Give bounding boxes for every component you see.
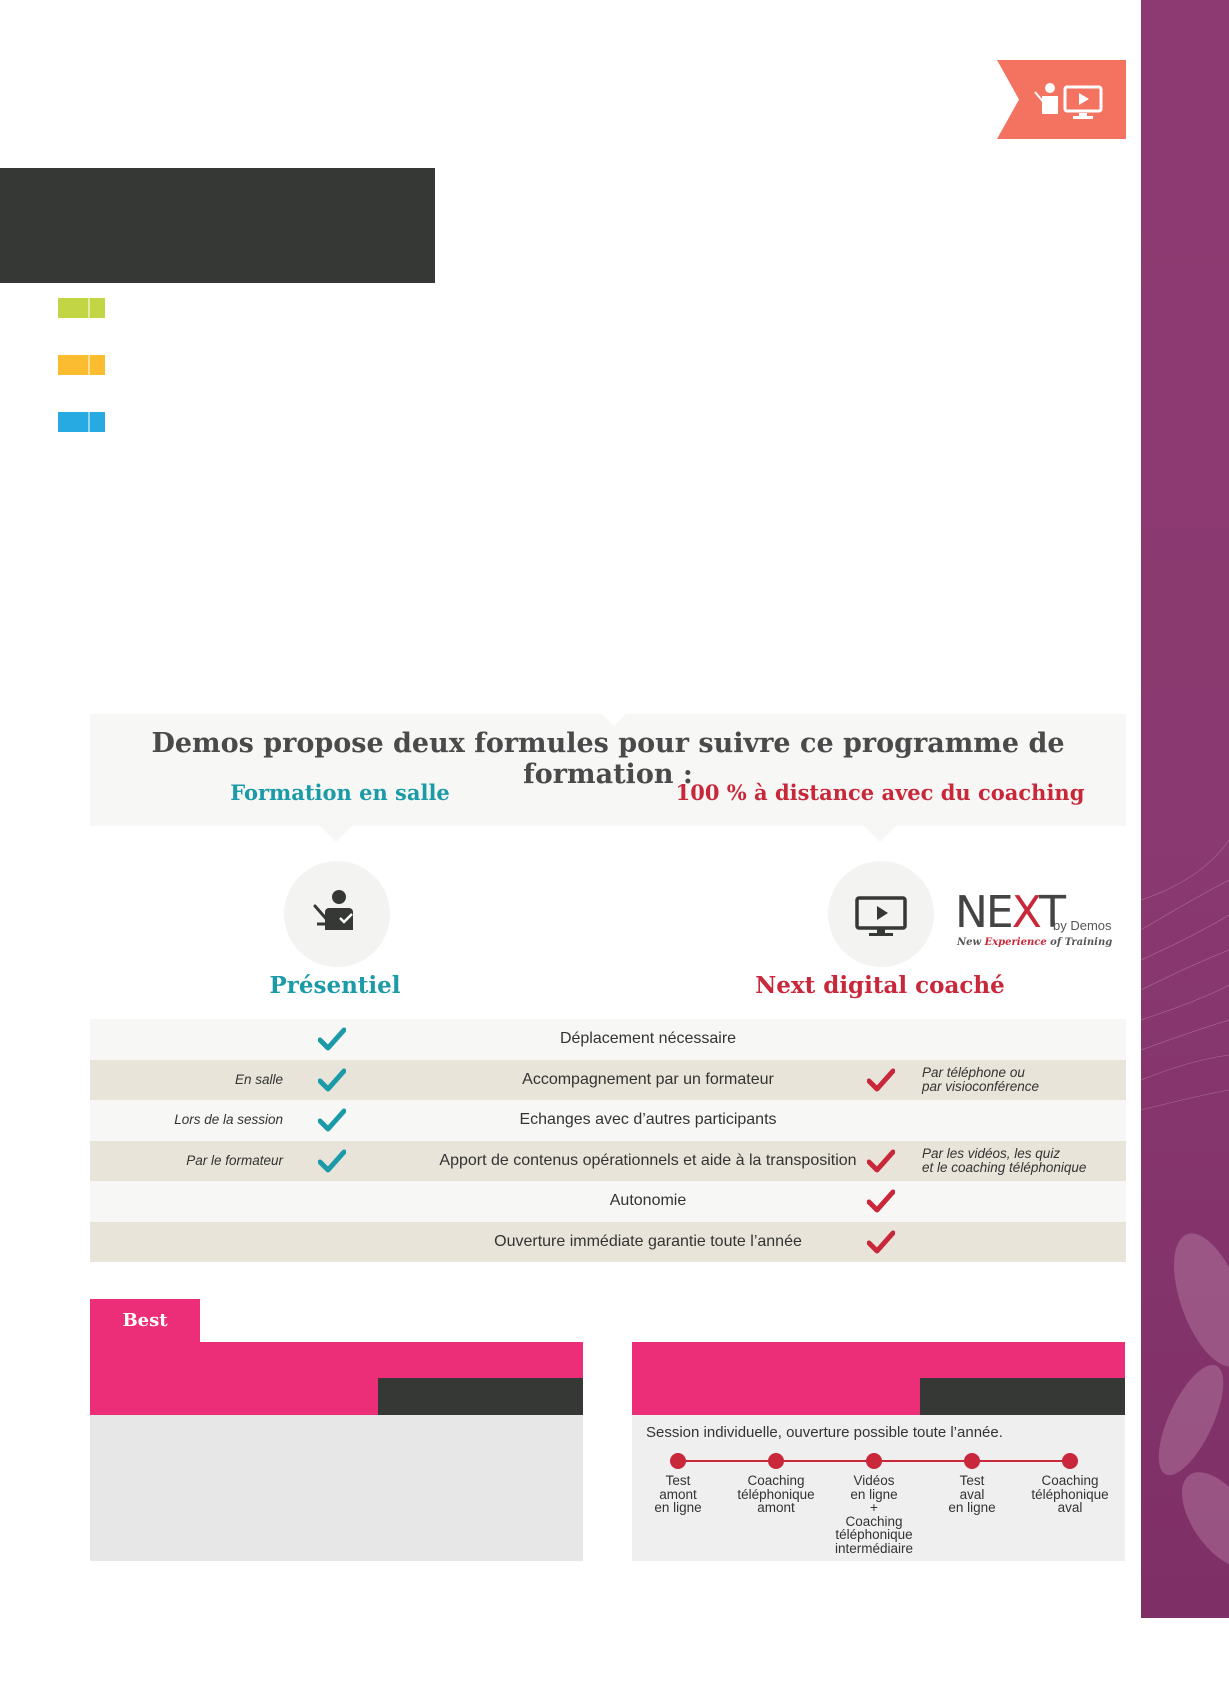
next-logo <box>955 887 1125 954</box>
feature-label: Autonomie <box>609 1192 687 1209</box>
heading-pointer-left <box>320 826 352 842</box>
timeline-dot <box>964 1453 980 1469</box>
column-title-next: Next digital coaché <box>755 972 1005 999</box>
timeline-dot <box>768 1453 784 1469</box>
left-note <box>90 1181 283 1221</box>
timeline-step-label: Coaching téléphonique aval <box>1031 1473 1109 1515</box>
comparison-heading: Demos propose deux formules pour suivre ce programme de formation : <box>151 728 1065 790</box>
right-check <box>867 1068 895 1097</box>
left-note <box>90 1222 283 1262</box>
presentiel-circle <box>284 861 390 967</box>
heading-pointer-right <box>864 826 896 842</box>
feature-label: Ouverture immédiate garantie toute l’année <box>494 1232 802 1250</box>
right-check <box>867 1189 895 1218</box>
dark-title-block <box>0 168 435 283</box>
right-note-line: Par téléphone ou <box>922 1064 1025 1080</box>
column-title-presentiel: Présentiel <box>269 972 401 999</box>
table-row <box>90 1181 1126 1222</box>
blue-swatch <box>58 412 105 432</box>
timeline-dot <box>866 1453 882 1469</box>
session-box-left-body <box>90 1415 583 1561</box>
check-red-icon <box>867 1068 895 1092</box>
left-note: En salle <box>234 1071 283 1087</box>
right-note-line: et le coaching téléphonique <box>922 1159 1087 1175</box>
right-note-line: par visioconférence <box>922 1078 1040 1094</box>
timeline-dot <box>670 1453 686 1469</box>
timeline-step-label: Vidéos en ligne + Coaching téléphonique intermédiaire <box>834 1473 914 1556</box>
table-row <box>90 1060 1126 1101</box>
table-row <box>90 1100 1126 1141</box>
option-remote: 100 % à distance avec du coaching <box>675 780 1085 805</box>
left-note <box>90 1019 283 1059</box>
session-box-left-dark-strip <box>378 1378 583 1415</box>
check-red-icon <box>867 1189 895 1213</box>
heading-notch <box>600 712 628 726</box>
option-in-room: Formation en salle <box>230 780 450 805</box>
session-box-right-dark-strip <box>920 1378 1125 1415</box>
left-note: Par le formateur <box>186 1152 283 1168</box>
right-note <box>922 1066 1122 1094</box>
timeline-step-label: Test aval en ligne <box>948 1473 996 1515</box>
check-red-icon <box>867 1230 895 1254</box>
table-row <box>90 1019 1126 1060</box>
video-screen-icon <box>851 884 911 944</box>
sidebar-decoration <box>1141 0 1229 1618</box>
green-swatch <box>58 298 105 318</box>
next-logo-tagline: New Experience of Training <box>957 937 1113 948</box>
session-description: Session individuelle, ouverture possible toute l’année. <box>646 1424 1003 1441</box>
timeline-dot <box>1062 1453 1078 1469</box>
feature-label: Echanges avec d’autres participants <box>519 1111 777 1128</box>
timeline-step-label: Coaching téléphonique amont <box>737 1473 815 1515</box>
sidebar-bottom-gap <box>1141 1618 1229 1693</box>
best-tab: Best <box>90 1299 200 1342</box>
right-note <box>922 1147 1122 1175</box>
right-check <box>867 1149 895 1178</box>
feature-label: Déplacement nécessaire <box>559 1030 737 1047</box>
right-check <box>867 1230 895 1259</box>
format-ribbon-icon <box>997 60 1126 139</box>
left-note: Lors de la session <box>174 1112 283 1127</box>
right-sidebar-band <box>1141 0 1229 1618</box>
feature-label: Accompagnement par un formateur <box>522 1070 774 1088</box>
feature-label: Apport de contenus opérationnels et aide à la transposition <box>439 1151 857 1169</box>
next-logo-word: NEXT <box>955 887 1064 938</box>
table-row <box>90 1141 1126 1182</box>
comparison-table <box>90 1019 1126 1262</box>
timeline-step-label: Test amont en ligne <box>654 1473 702 1515</box>
yellow-swatch <box>58 355 105 375</box>
table-row <box>90 1222 1126 1263</box>
trainer-icon <box>307 884 367 944</box>
next-circle <box>828 861 934 967</box>
next-logo-by: by Demos <box>1053 918 1112 933</box>
check-red-icon <box>867 1149 895 1173</box>
right-note-line: Par les vidéos, les quiz <box>922 1145 1061 1161</box>
